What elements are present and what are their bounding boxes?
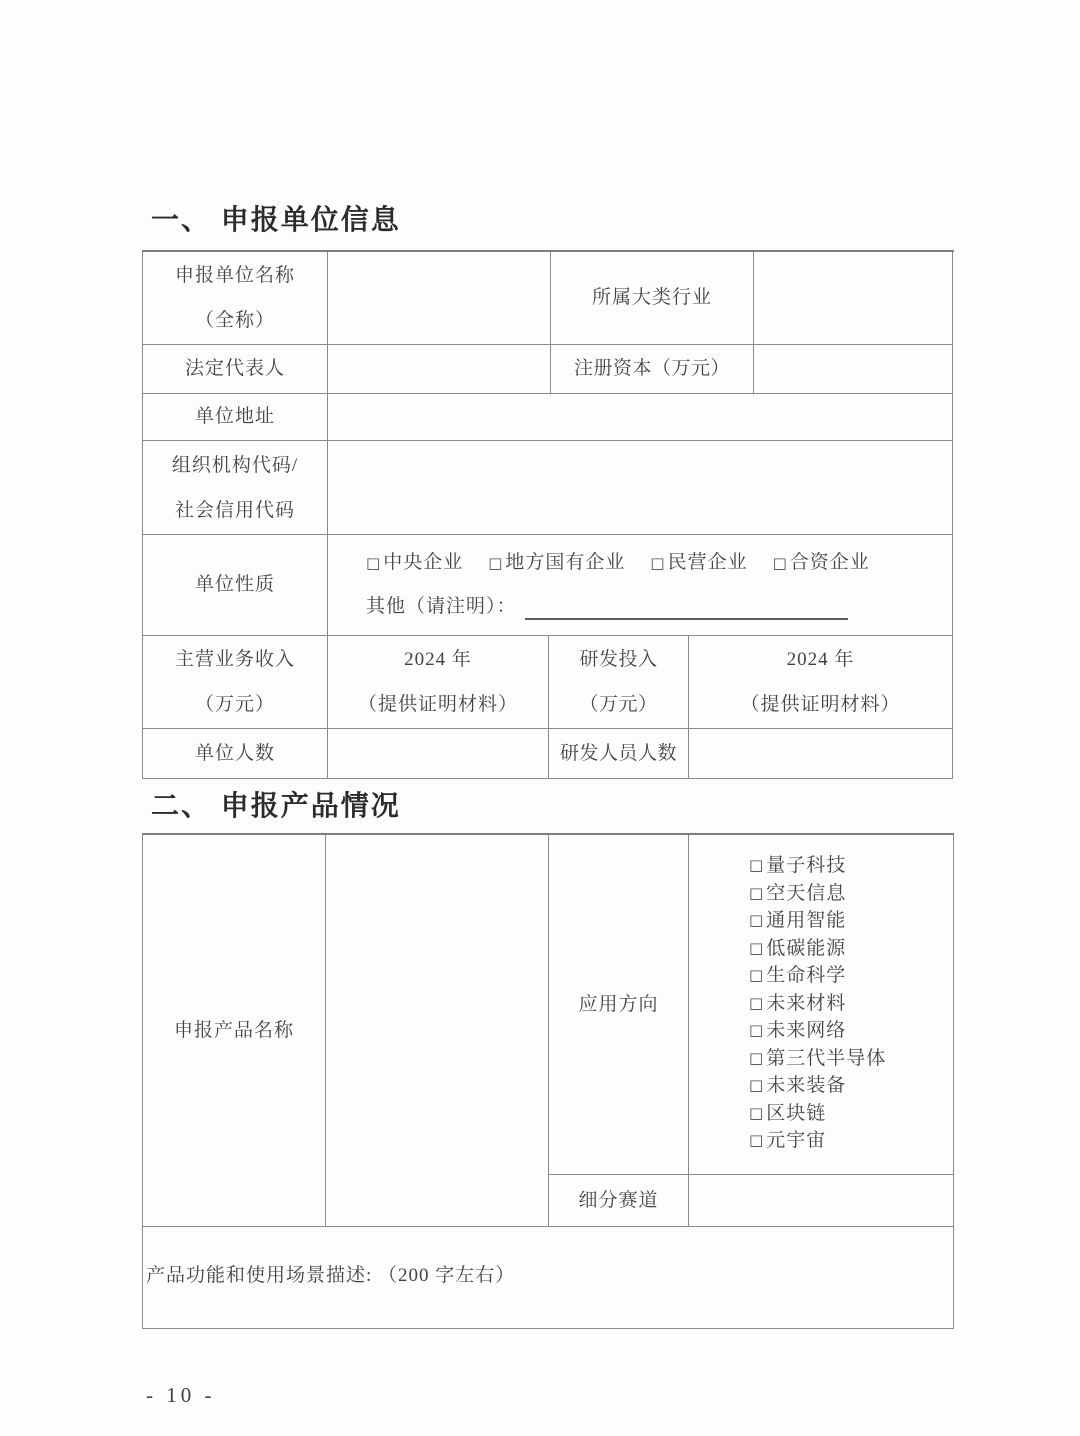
product-name-label: 申报产品名称 (143, 835, 326, 1227)
nature-option-label: 中央企业 (383, 552, 464, 573)
product-info-table (142, 833, 954, 1329)
address-input-cell[interactable] (328, 394, 953, 441)
industry-label: 所属大类行业 (551, 252, 754, 345)
checkbox-icon[interactable]: □ (488, 553, 504, 572)
application-option-label: 元宇宙 (766, 1130, 827, 1151)
segment-label: 细分赛道 (549, 1175, 689, 1227)
unit-name-label: 申报单位名称 （全称） (143, 252, 328, 345)
application-option-label: 通用智能 (766, 910, 847, 931)
nature-other-input-line[interactable] (525, 596, 848, 620)
nature-options (366, 550, 870, 576)
application-row (549, 835, 954, 1175)
unit-name-input-cell[interactable] (328, 252, 551, 345)
industry-input-cell[interactable] (754, 252, 953, 345)
checkbox-icon[interactable]: □ (749, 938, 765, 957)
product-description-label: 产品功能和使用场景描述: （200 字左右） (146, 1265, 516, 1286)
table-row (143, 345, 954, 394)
product-name-input-cell[interactable] (326, 835, 549, 1227)
table-row (143, 1227, 954, 1329)
checkbox-icon[interactable]: □ (749, 1021, 765, 1040)
unit-nature-label: 单位性质 (143, 535, 328, 636)
application-option-checkbox[interactable] (749, 990, 846, 1018)
nature-option-checkbox[interactable] (650, 550, 747, 576)
revenue-year-label: 2024 年 （提供证明材料） (328, 636, 549, 729)
product-table-top (143, 835, 954, 1227)
segment-row (549, 1175, 954, 1227)
application-option-label: 量子科技 (766, 855, 847, 876)
unit-nature-options-cell (328, 535, 953, 636)
application-option-checkbox[interactable] (749, 1127, 826, 1155)
rd-staff-count-label: 研发人员人数 (549, 729, 689, 779)
staff-count-input-cell[interactable] (328, 729, 549, 779)
rd-year-label: 2024 年 （提供证明材料） (689, 636, 953, 729)
reg-capital-label: 注册资本（万元） (551, 345, 754, 394)
org-code-label: 组织机构代码/ 社会信用代码 (143, 441, 328, 535)
nature-other-label: 其他（请注明）： (366, 596, 517, 617)
application-option-checkbox[interactable] (749, 1017, 846, 1045)
checkbox-icon[interactable]: □ (749, 911, 765, 930)
product-description-cell[interactable] (143, 1227, 954, 1329)
checkbox-icon[interactable]: □ (650, 553, 666, 572)
application-option-checkbox[interactable] (749, 962, 846, 990)
checkbox-icon[interactable]: □ (749, 1048, 765, 1067)
application-option-label: 第三代半导体 (766, 1047, 887, 1069)
table-row (143, 729, 954, 779)
table-row (143, 535, 954, 636)
application-option-label: 未来材料 (766, 992, 847, 1014)
nature-option-checkbox[interactable] (773, 550, 870, 576)
table-row (143, 636, 954, 729)
nature-option-label: 合资企业 (789, 552, 870, 573)
staff-count-label: 单位人数 (143, 729, 328, 779)
table-row (143, 441, 954, 535)
application-label: 应用方向 (549, 835, 689, 1175)
nature-option-checkbox[interactable] (366, 550, 463, 576)
application-option-checkbox[interactable] (749, 1100, 826, 1128)
rd-staff-count-input-cell[interactable] (689, 729, 953, 779)
revenue-label: 主营业务收入 （万元） (143, 636, 328, 729)
checkbox-icon[interactable]: □ (749, 1103, 765, 1122)
org-code-input-cell[interactable] (328, 441, 953, 535)
product-table-right (549, 835, 954, 1227)
checkbox-icon[interactable]: □ (749, 856, 765, 875)
application-option-label: 低碳能源 (766, 937, 847, 959)
application-option-checkbox[interactable] (749, 907, 846, 935)
segment-input-cell[interactable] (689, 1175, 954, 1227)
rd-invest-label: 研发投入 （万元） (549, 636, 689, 729)
application-option-checkbox[interactable] (749, 852, 846, 880)
checkbox-icon[interactable]: □ (749, 966, 765, 985)
application-option-label: 生命科学 (766, 965, 847, 986)
nature-other-row (366, 594, 848, 620)
nature-option-label: 民营企业 (667, 552, 748, 573)
table-row (143, 394, 954, 441)
page-number: - 10 - (146, 1383, 216, 1407)
checkbox-icon[interactable]: □ (749, 1131, 765, 1150)
checkbox-icon[interactable]: □ (749, 883, 765, 902)
legal-rep-input-cell[interactable] (328, 345, 551, 394)
nature-option-label: 地方国有企业 (505, 552, 626, 573)
application-option-checkbox[interactable] (749, 880, 846, 908)
application-option-label: 未来装备 (766, 1075, 847, 1096)
application-option-label: 未来网络 (766, 1020, 847, 1041)
section-heading-unit-info: 一、 申报单位信息 (151, 204, 401, 235)
application-option-label: 区块链 (766, 1102, 827, 1124)
legal-rep-label: 法定代表人 (143, 345, 328, 394)
application-option-checkbox[interactable] (749, 935, 846, 963)
reg-capital-input-cell[interactable] (754, 345, 953, 394)
address-label: 单位地址 (143, 394, 328, 441)
unit-info-table (142, 250, 954, 779)
checkbox-icon[interactable]: □ (772, 553, 788, 572)
checkbox-icon[interactable]: □ (749, 993, 765, 1012)
application-options-cell (689, 835, 954, 1175)
checkbox-icon[interactable]: □ (366, 553, 382, 572)
table-row (143, 252, 954, 345)
application-option-checkbox[interactable] (749, 1072, 846, 1100)
section-heading-product-info: 二、 申报产品情况 (151, 790, 401, 821)
application-option-checkbox[interactable] (749, 1045, 886, 1073)
checkbox-icon[interactable]: □ (749, 1076, 765, 1095)
application-option-label: 空天信息 (766, 882, 847, 904)
nature-option-checkbox[interactable] (488, 550, 625, 576)
